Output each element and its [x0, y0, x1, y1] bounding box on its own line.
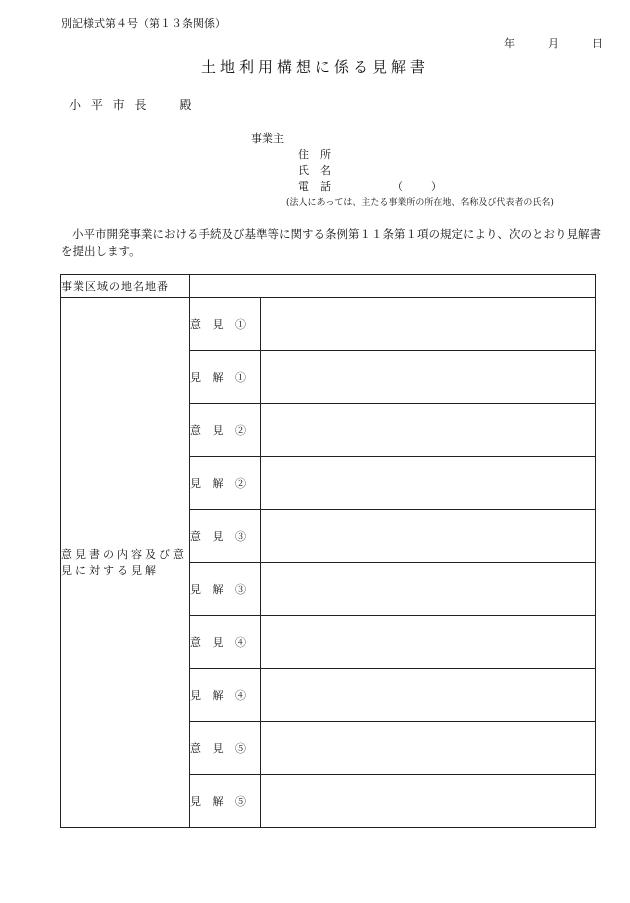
entry-cell[interactable]: [261, 404, 596, 457]
address-label: 住 所: [298, 148, 331, 161]
addressee: 小 平 市 長 殿: [69, 98, 195, 112]
phone-label: 電 話: [298, 180, 331, 193]
entry-cell[interactable]: [261, 616, 596, 669]
entry-cell[interactable]: [261, 722, 596, 775]
date-year-label: 年: [504, 37, 515, 50]
row-label: 見 解 ④: [190, 669, 261, 722]
intro-paragraph: 小平市開発事業における手続及び基準等に関する条例第１１条第１項の規定により、次のとおり見解書を提出します。: [61, 227, 601, 258]
opinion-table: [60, 274, 596, 828]
entry-cell[interactable]: [261, 563, 596, 616]
row-label: 見 解 ⑤: [190, 775, 261, 828]
row-label: 意 見 ④: [190, 616, 261, 669]
entry-cell[interactable]: [261, 351, 596, 404]
applicant-label: 事業主: [251, 132, 284, 145]
name-label: 氏 名: [298, 164, 331, 177]
row-label: 意 見 ③: [190, 510, 261, 563]
applicant-address-field[interactable]: [298, 146, 338, 162]
table-row: [61, 298, 596, 351]
row-label: 見 解 ①: [190, 351, 261, 404]
date-month-label: 月: [548, 37, 559, 50]
entry-cell[interactable]: [261, 298, 596, 351]
applicant-note: (法人にあっては、主たる事業所の所在地、名称及び代表者の氏名): [286, 198, 554, 208]
entry-cell[interactable]: [261, 510, 596, 563]
form-id: 別記様式第４号（第１３条関係）: [61, 17, 226, 30]
row-label: 意 見 ①: [190, 298, 261, 351]
phone-paren-close: ）: [431, 180, 442, 193]
entry-cell[interactable]: [261, 457, 596, 510]
row-label: 意 見 ⑤: [190, 722, 261, 775]
row-label: 見 解 ②: [190, 457, 261, 510]
entry-cell[interactable]: [261, 775, 596, 828]
entry-cell[interactable]: [261, 669, 596, 722]
table-row: [61, 275, 596, 298]
content-label: 意見書の内容及び意見に対する見解: [61, 298, 190, 828]
phone-paren-open: （: [392, 180, 403, 193]
row-label: 意 見 ②: [190, 404, 261, 457]
applicant-phone-field[interactable]: [298, 178, 338, 194]
date-row: [504, 35, 603, 51]
applicant-name-field[interactable]: [298, 162, 338, 178]
area-value-cell[interactable]: [190, 275, 596, 298]
document-title: 土地利用構想に係る見解書: [200, 58, 429, 76]
row-label: 見 解 ③: [190, 563, 261, 616]
date-day-label: 日: [592, 37, 603, 50]
area-label: 事業区域の地名地番: [61, 275, 190, 298]
